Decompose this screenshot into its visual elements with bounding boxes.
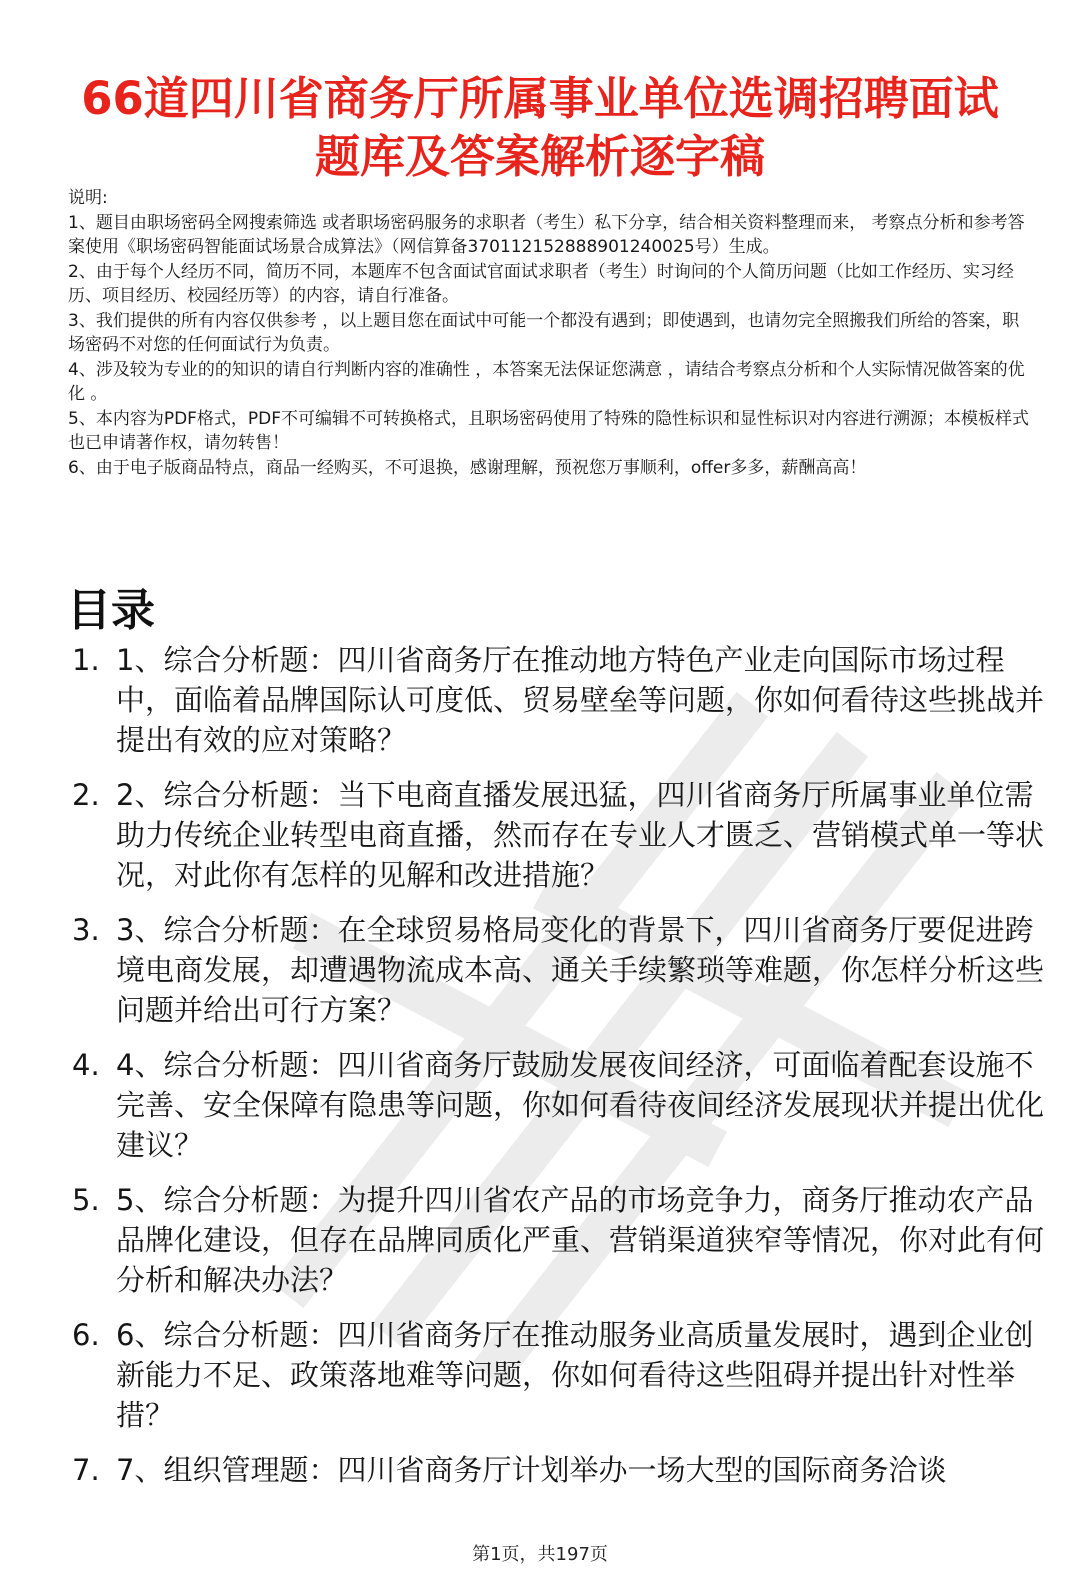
toc-entry-number: 3. xyxy=(72,913,100,947)
instruction-item: 5、本内容为PDF格式，PDF不可编辑不可转换格式，且职场密码使用了特殊的隐性标识和显性标识对内容进行溯源；本模板样式也已申请著作权，请勿转售！ xyxy=(68,408,1030,453)
table-of-contents xyxy=(72,640,1047,1505)
toc-heading: 目录 xyxy=(67,584,155,636)
toc-entry[interactable] xyxy=(72,1450,1047,1490)
toc-entry-text[interactable]: 4、综合分析题：四川省商务厅鼓励发展夜间经济，可面临着配套设施不完善、安全保障有隐患等问题，你如何看待夜间经济发展现状并提出优化建议？ xyxy=(116,1048,1045,1162)
toc-entry-number: 7. xyxy=(72,1453,100,1487)
toc-entry-number: 6. xyxy=(72,1318,100,1352)
instruction-item: 2、由于每个人经历不同，简历不同，本题库不包含面试官面试求职者（考生）时询问的个人简历问题（比如工作经历、实习经历、项目经历、校园经历等）的内容，请自行准备。 xyxy=(68,261,1014,306)
toc-entry[interactable] xyxy=(72,640,1047,760)
page-number: 第1页，共197页 xyxy=(472,1544,608,1565)
toc-entry-text[interactable]: 6、综合分析题：四川省商务厅在推动服务业高质量发展时，遇到企业创新能力不足、政策落地难等问题，你如何看待这些阻碍并提出针对性举措？ xyxy=(116,1318,1034,1432)
toc-entry[interactable] xyxy=(72,910,1047,1030)
toc-entry[interactable] xyxy=(72,1180,1047,1300)
toc-entry-number: 5. xyxy=(72,1183,100,1217)
toc-entry-number: 2. xyxy=(72,778,100,812)
title-line-1: 66道四川省商务厅所属事业单位选调招聘面试 xyxy=(81,72,999,126)
toc-entry[interactable] xyxy=(72,775,1047,895)
toc-entry-text[interactable]: 7、组织管理题：四川省商务厅计划举办一场大型的国际商务洽谈 xyxy=(116,1453,947,1487)
toc-entry[interactable] xyxy=(72,1045,1047,1165)
toc-entry[interactable] xyxy=(72,1315,1047,1435)
toc-entry-text[interactable]: 3、综合分析题：在全球贸易格局变化的背景下，四川省商务厅要促进跨境电商发展，却遭遇物流成本高、通关手续繁琐等难题，你怎样分析这些问题并给出可行方案？ xyxy=(116,913,1045,1027)
toc-entry-number: 1. xyxy=(72,643,100,677)
instruction-item: 4、涉及较为专业的的知识的请自行判断内容的准确性 ，本答案无法保证您满意 ，请结合考察点分析和个人实际情况做答案的优化 。 xyxy=(68,359,1025,404)
instructions-section xyxy=(68,186,1036,480)
title-line-2: 题库及答案解析逐字稿 xyxy=(314,130,765,184)
instruction-item: 1、题目由职场密码全网搜索筛选 或者职场密码服务的求职者（考生）私下分享，结合相关资料整理而来， 考察点分析和参考答案使用《职场密码智能面试场景合成算法》（网信算备370112152888901240025号）生成。 xyxy=(68,212,1025,257)
toc-entry-number: 4. xyxy=(72,1048,100,1082)
toc-entry-text[interactable]: 2、综合分析题：当下电商直播发展迅猛，四川省商务厅所属事业单位需助力传统企业转型电商直播，然而存在专业人才匮乏、营销模式单一等状况，对此你有怎样的见解和改进措施？ xyxy=(116,778,1045,892)
toc-entry-text[interactable]: 1、综合分析题：四川省商务厅在推动地方特色产业走向国际市场过程中，面临着品牌国际认可度低、贸易壁垒等问题，你如何看待这些挑战并提出有效的应对策略？ xyxy=(116,643,1045,757)
toc-entry-text[interactable]: 5、综合分析题：为提升四川省农产品的市场竞争力，商务厅推动农产品品牌化建设，但存在品牌同质化严重、营销渠道狭窄等情况，你对此有何分析和解决办法？ xyxy=(116,1183,1045,1297)
instruction-item: 6、由于电子版商品特点，商品一经购买，不可退换，感谢理解，预祝您万事顺利，offer多多，薪酬高高！ xyxy=(68,457,867,478)
instruction-item: 3、我们提供的所有内容仅供参考 ，以上题目您在面试中可能一个都没有遇到；即使遇到，也请勿完全照搬我们所给的答案，职场密码不对您的任何面试行为负责。 xyxy=(68,310,1020,355)
document-title xyxy=(40,70,1040,186)
instructions-label: 说明: xyxy=(68,188,108,208)
page-footer xyxy=(0,1540,1080,1566)
